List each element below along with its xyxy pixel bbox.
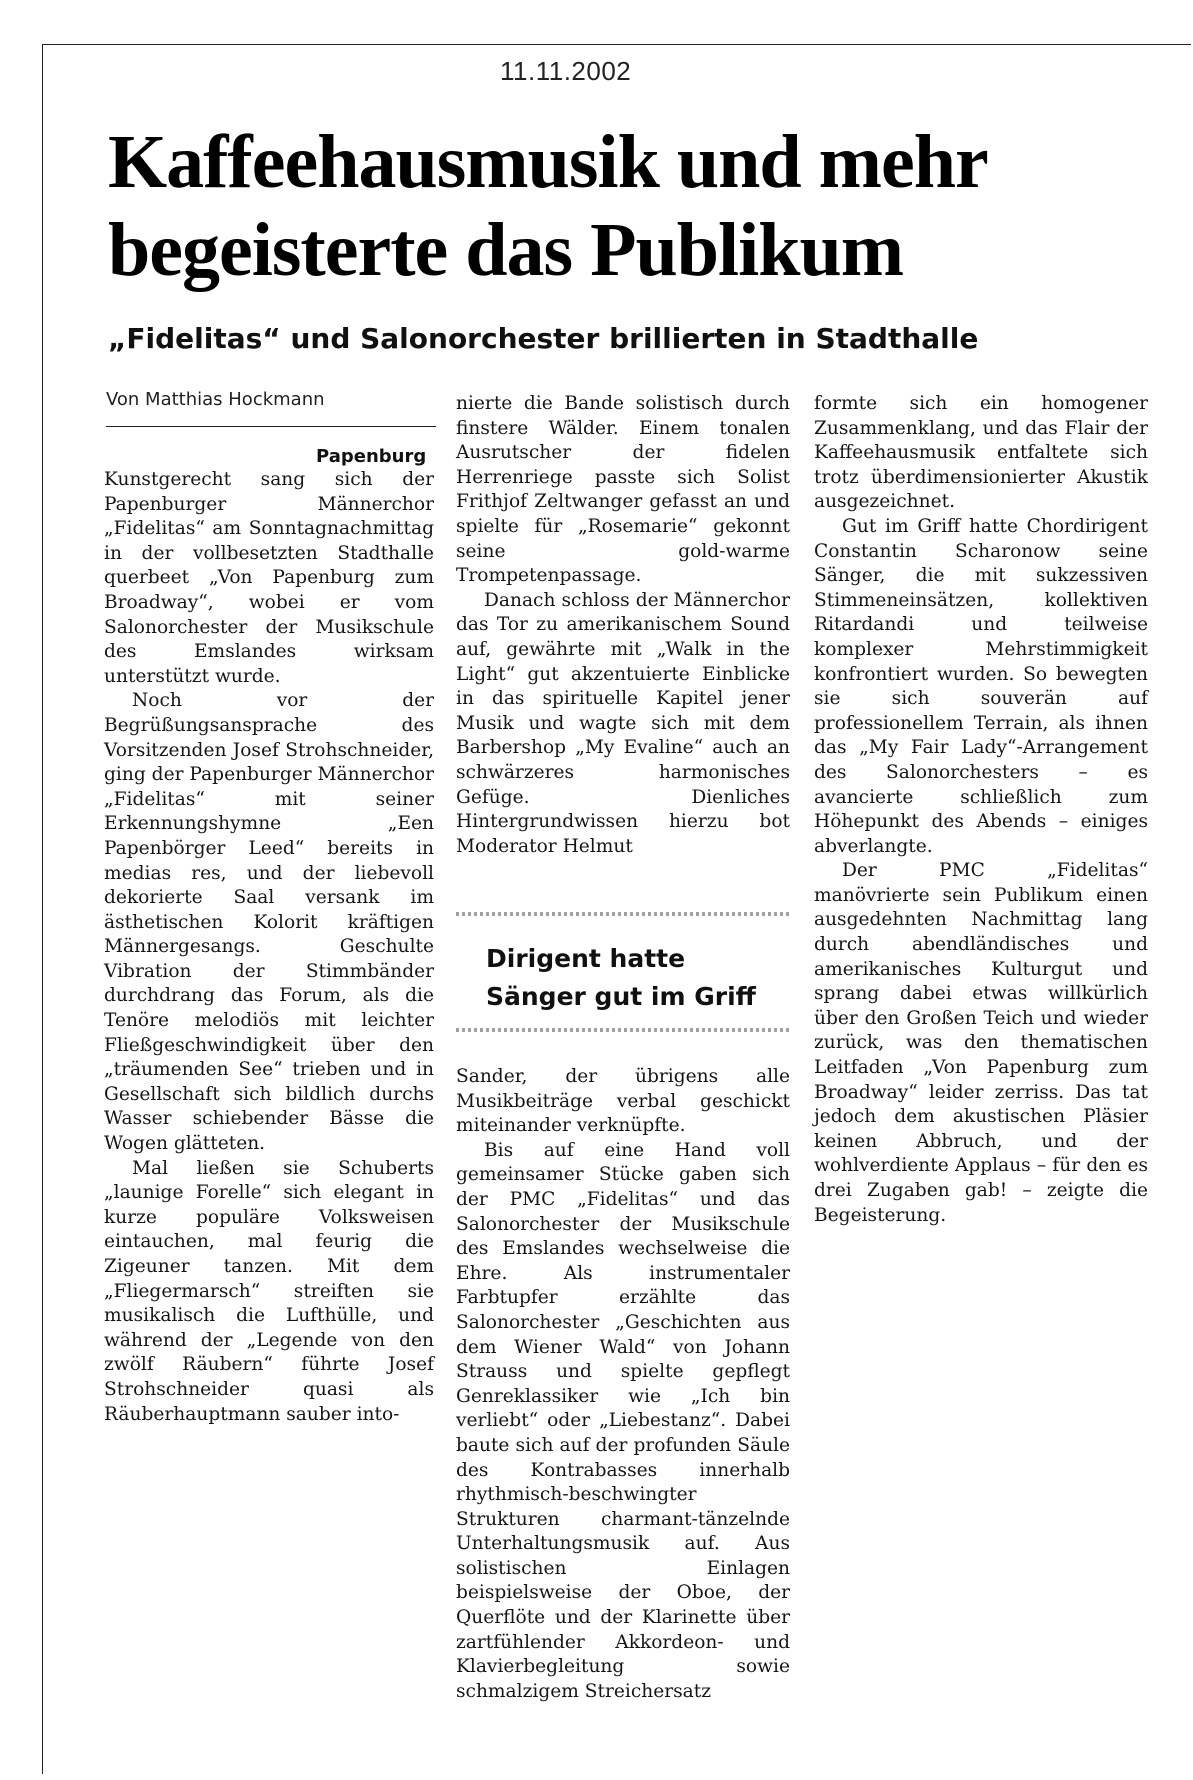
paragraph: Bis auf eine Hand voll gemeinsamer Stücke gaben sich der PMC „Fidelitas“ und das Salonorchester der Musikschule des Emslandes wechselweise die Ehre. Als instrumentaler Farbtupfer erzählte das Salonorchester „Geschichten aus dem Wiener Wald“ von Johann Strauss und spielte gepflegt Genreklassiker wie „Ich bin verliebt“ oder „Liebestanz“. Dabei baute sich auf der profunden Säule des Kontrabasses innerhalb rhythmisch-beschwingter Strukturen charmant-tänzelnde Unterhaltungsmusik auf. Aus solistischen Einlagen beispielsweise der Oboe, der Querflöte und der Klarinette über zartfühlender Akkordeon- und Klavierbegleitung sowie schmalzigem Streichersatz	[456, 1139, 790, 1702]
intertitle-rule-top	[456, 912, 790, 916]
paragraph: Sander, der übrigens alle Musikbeiträge verbal geschickt miteinander verknüpfte.	[456, 1066, 790, 1137]
headline-line-2: begeisterte das Publikum	[108, 208, 904, 292]
paragraph: Noch vor der Begrüßungsansprache des Vorsitzenden Josef Strohschneider, ging der Papenburger Männerchor „Fidelitas“ mit seiner Erkennungshymne „Een Papenbörger Leed“ bereits in medias res, und der liebevoll dekorierte Saal versank im ästhetischen Kolorit kräftigen Männergesangs. Geschulte Vibration der Stimmbänder durchdrang das Forum, als die Tenöre melodiös mit leichter Fließgeschwindigkeit über den „träumenden See“ trieben und in Gesellschaft sich bildlich durchs Wasser schiebender Bässe die Wogen glätteten.	[104, 690, 434, 1155]
paragraph: nierte die Bande solistisch durch finstere Wälder. Einem tonalen Ausrutscher der fidelen Herrenriege passte sich Solist Frithjof Zeltwanger gefasst an und spielte für „Rosemarie“ gekonnt seine gold-warme Trompetenpassage.	[456, 393, 790, 587]
byline: Von Matthias Hockmann	[106, 389, 325, 410]
subheadline: „Fidelitas“ und Salonorchester brillierten in Stadthalle	[108, 322, 979, 355]
article-column-2-continued	[456, 1065, 790, 1704]
intertitle-rule-bottom	[456, 1028, 790, 1032]
paragraph: Danach schloss der Männerchor das Tor zu amerikanischem Sound auf, gewährte mit „Walk in the Light“ gut akzentuierte Einblicke in das spirituelle Kapitel jener Musik und wagte sich mit dem Barbershop „My Evaline“ auch an schwärzeres harmonisches Gefüge. Dienliches Hintergrundwissen hierzu bot Moderator Helmut	[456, 589, 790, 857]
intertitle-line-2: Sänger gut im Griff	[486, 982, 756, 1011]
intertitle-line-1: Dirigent hatte	[486, 944, 686, 973]
paragraph: Gut im Griff hatte Chordirigent Constantin Scharonow seine Sänger, die mit sukzessiven Stimmeneinsätzen, kollektiven Ritardandi und teilweise komplexer Mehrstimmigkeit konfrontiert wurden. So bewegten sie sich souverän auf professionellem Terrain, als ihnen das „My Fair Lady“-Arrangement des Salonorchesters – es avancierte schließlich zum Höhepunkt des Abends – einiges abverlangte.	[814, 515, 1148, 857]
dateline: Papenburg	[316, 446, 427, 467]
clipping-date: 11.11.2002	[500, 56, 632, 86]
headline	[108, 118, 1168, 294]
headline-line-1: Kaffeehausmusik und mehr	[108, 120, 988, 204]
article-column-2	[456, 392, 790, 859]
paragraph: Kunstgerecht sang sich der Papenburger Männerchor „Fidelitas“ am Sonntagnachmittag in der vollbesetzten Stadthalle querbeet „Von Papenburg zum Broadway“, wobei er vom Salonorchester der Musikschule des Emslandes wirksam unterstützt wurde.	[104, 469, 434, 687]
intertitle	[486, 940, 756, 1016]
paragraph: Der PMC „Fidelitas“ manövrierte sein Publikum einen ausgedehnten Nachmittag lang durch abendländisches und amerikanisches Kulturgut und sprang dabei etwas willkürlich über den Großen Teich und wieder zurück, was den thematischen Leitfaden „Von Papenburg zum Broadway“ leider zerriss. Das tat jedoch dem akustischen Pläsier keinen Abbruch, und der wohlverdiente Applaus – für den es drei Zugaben gab! – zeigte die Begeisterung.	[814, 860, 1148, 1226]
article-column-1	[104, 468, 434, 1427]
byline-rule	[106, 426, 436, 427]
paragraph: Mal ließen sie Schuberts „launige Forelle“ sich elegant in kurze populäre Volksweisen eintauchen, mal feurig die Zigeuner tanzen. Mit dem „Fliegermarsch“ streiften sie musikalisch die Lufthülle, und während der „Legende von den zwölf Räubern“ führte Josef Strohschneider quasi als Räuberhauptmann sauber into-	[104, 1157, 434, 1425]
paragraph: formte sich ein homogener Zusammenklang, und das Flair der Kaffeehausmusik entfaltete sich trotz überdimensionierter Akustik ausgezeichnet.	[814, 393, 1148, 513]
article-column-3	[814, 392, 1148, 1228]
